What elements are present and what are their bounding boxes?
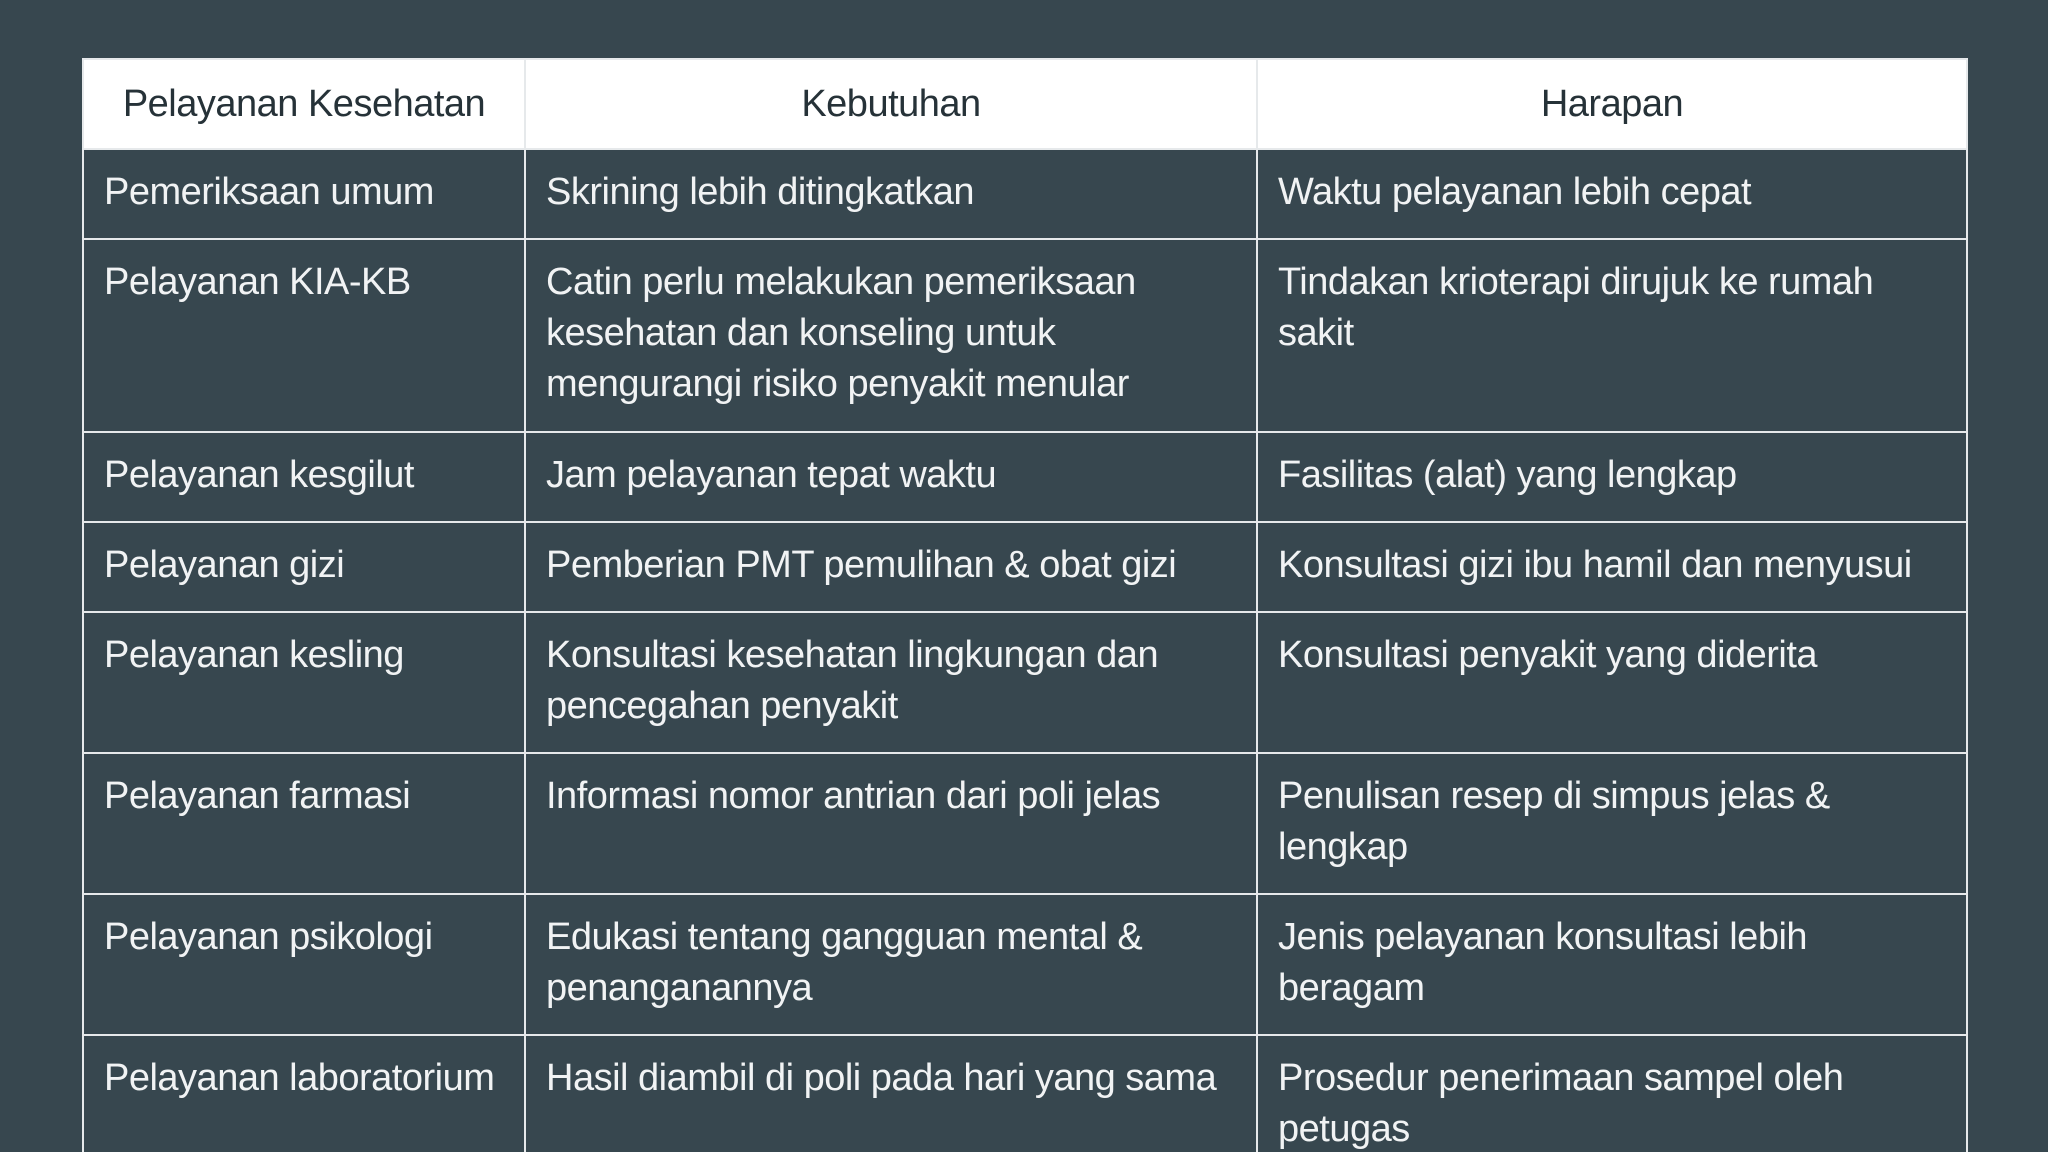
table-row xyxy=(83,1035,1967,1152)
cell-service: Pelayanan kesgilut xyxy=(83,432,525,522)
header-kebutuhan: Kebutuhan xyxy=(525,59,1257,149)
cell-need: Catin perlu melakukan pemeriksaan kesehatan dan konseling untuk mengurangi risiko penyakit menular xyxy=(525,239,1257,432)
cell-service: Pelayanan psikologi xyxy=(83,894,525,1035)
cell-need: Edukasi tentang gangguan mental & penanganannya xyxy=(525,894,1257,1035)
cell-need: Konsultasi kesehatan lingkungan dan pencegahan penyakit xyxy=(525,612,1257,753)
cell-need: Pemberian PMT pemulihan & obat gizi xyxy=(525,522,1257,612)
service-table xyxy=(82,58,1968,1152)
table-body xyxy=(83,149,1967,1152)
cell-service: Pelayanan laboratorium xyxy=(83,1035,525,1152)
cell-expectation: Waktu pelayanan lebih cepat xyxy=(1257,149,1967,239)
cell-need: Skrining lebih ditingkatkan xyxy=(525,149,1257,239)
cell-expectation: Prosedur penerimaan sampel oleh petugas xyxy=(1257,1035,1967,1152)
header-pelayanan-kesehatan: Pelayanan Kesehatan xyxy=(83,59,525,149)
table-row xyxy=(83,239,1967,432)
cell-service: Pemeriksaan umum xyxy=(83,149,525,239)
cell-expectation: Konsultasi gizi ibu hamil dan menyusui xyxy=(1257,522,1967,612)
header-row xyxy=(83,59,1967,149)
cell-service: Pelayanan gizi xyxy=(83,522,525,612)
cell-expectation: Jenis pelayanan konsultasi lebih beragam xyxy=(1257,894,1967,1035)
cell-expectation: Tindakan krioterapi dirujuk ke rumah sakit xyxy=(1257,239,1967,432)
table-row xyxy=(83,149,1967,239)
cell-need: Hasil diambil di poli pada hari yang sama xyxy=(525,1035,1257,1152)
table-row xyxy=(83,432,1967,522)
cell-expectation: Penulisan resep di simpus jelas & lengkap xyxy=(1257,753,1967,894)
table-row xyxy=(83,894,1967,1035)
table-row xyxy=(83,753,1967,894)
cell-expectation: Konsultasi penyakit yang diderita xyxy=(1257,612,1967,753)
cell-need: Jam pelayanan tepat waktu xyxy=(525,432,1257,522)
cell-expectation: Fasilitas (alat) yang lengkap xyxy=(1257,432,1967,522)
table-row xyxy=(83,522,1967,612)
table-row xyxy=(83,612,1967,753)
cell-need: Informasi nomor antrian dari poli jelas xyxy=(525,753,1257,894)
header-harapan: Harapan xyxy=(1257,59,1967,149)
cell-service: Pelayanan kesling xyxy=(83,612,525,753)
table-header xyxy=(83,59,1967,149)
cell-service: Pelayanan farmasi xyxy=(83,753,525,894)
cell-service: Pelayanan KIA-KB xyxy=(83,239,525,432)
